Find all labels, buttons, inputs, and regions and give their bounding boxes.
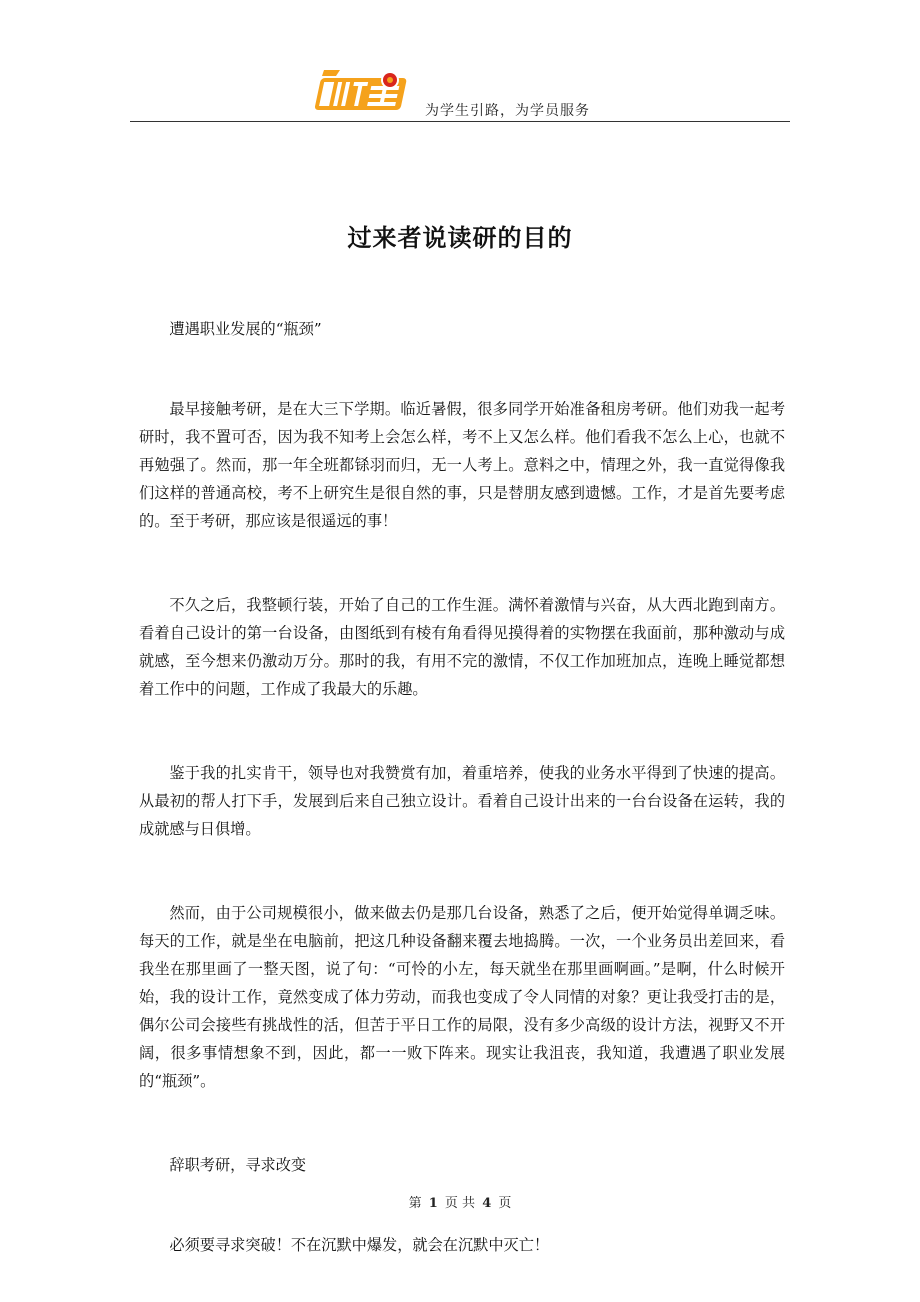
page-footer	[0, 1192, 920, 1211]
footer-suffix: 页	[498, 1196, 512, 1211]
footer-middle: 页 共	[444, 1196, 476, 1211]
footer-total-pages: 4	[482, 1196, 492, 1211]
body-paragraph: 不久之后，我整顿行装，开始了自己的工作生涯。满怀着激情与兴奋，从大西北跑到南方。看着自己设计的第一台设备，由图纸到有棱有角看得见摸得着的实物摆在我面前，那种激动与成就感，至今想来仍激动万分。那时的我，有用不完的激情，不仅工作加班加点，连晚上睡觉都想着工作中的问题，工作成了我最大的乐趣。	[139, 596, 785, 698]
header-slogan: 为学生引路，为学员服务	[425, 103, 590, 119]
document-body	[139, 315, 785, 1259]
section-heading: 遭遇职业发展的“瓶颈”	[169, 320, 322, 338]
body-paragraph: 必须要寻求突破！不在沉默中爆发，就会在沉默中灭亡！	[169, 1236, 550, 1254]
footer-prefix: 第	[408, 1196, 422, 1211]
page-header	[130, 58, 790, 124]
logo-icon	[314, 64, 408, 116]
section-heading: 辞职考研，寻求改变	[169, 1156, 307, 1174]
body-paragraph: 鉴于我的扎实肯干，领导也对我赞赏有加，着重培养，使我的业务水平得到了快速的提高。从最初的帮人打下手，发展到后来自己独立设计。看着自己设计出来的一台台设备在运转，我的成就感与日俱增。	[139, 764, 785, 838]
body-paragraph: 最早接触考研，是在大三下学期。临近暑假，很多同学开始准备租房考研。他们劝我一起考研时，我不置可否，因为我不知考上会怎么样，考不上又怎么样。他们看我不怎么上心，也就不再勉强了。然而，那一年全班都铩羽而归，无一人考上。意料之中，情理之外，我一直觉得像我们这样的普通高校，考不上研究生是很自然的事，只是替朋友感到遗憾。工作，才是首先要考虑的。至于考研，那应该是很遥远的事！	[139, 400, 785, 530]
footer-page-number: 1	[428, 1196, 438, 1211]
header-divider	[130, 121, 790, 122]
body-paragraph: 然而，由于公司规模很小，做来做去仍是那几台设备，熟悉了之后，便开始觉得单调乏味。每天的工作，就是坐在电脑前，把这几种设备翻来覆去地捣腾。一次，一个业务员出差回来，看我坐在那里画了一整天图，说了句：“可怜的小左，每天就坐在那里画啊画。”是啊，什么时候开始，我的设计工作，竟然变成了体力劳动，而我也变成了令人同情的对象？更让我受打击的是，偶尔公司会接些有挑战性的活，但苦于平日工作的局限，没有多少高级的设计方法，视野又不开阔，很多事情想象不到，因此，都一一败下阵来。现实让我沮丧，我知道，我遭遇了职业发展的“瓶颈”。	[139, 904, 785, 1090]
document-title: 过来者说读研的目的	[347, 223, 573, 252]
